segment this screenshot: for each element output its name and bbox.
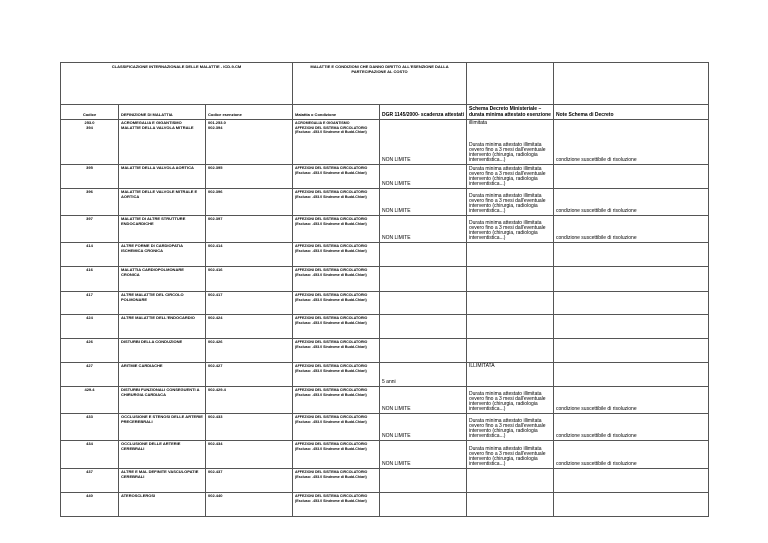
cell-codice-esenzione: 002.397 — [206, 216, 293, 243]
cell-dgr: NON LIMITE — [380, 120, 467, 165]
cell-codice-esenzione: 001.253.0 002.394 — [206, 120, 293, 165]
table-row — [61, 414, 709, 441]
cell-codice-esenzione: 002.440 — [206, 493, 293, 517]
title-empty-2 — [554, 63, 709, 105]
cell-codice: 434 — [61, 441, 119, 469]
cell-schema — [467, 165, 554, 189]
cell-note: condizione suscettibile di risoluzione — [554, 387, 709, 414]
cell-definizione: OCCLUSIONE E STENOSI DELLE ARTERIE PRECEREBRALI — [119, 414, 206, 441]
cell-codice: 253.0 394 — [61, 120, 119, 165]
cell-note — [554, 243, 709, 267]
cell-codice: 417 — [61, 292, 119, 315]
cell-codice: 397 — [61, 216, 119, 243]
table-row — [61, 493, 709, 517]
cell-schema — [467, 267, 554, 292]
cell-dgr: NON LIMITE — [380, 216, 467, 243]
cell-definizione: ALTRE E MAL DEFINITE VASCULOPATIE CEREBRALI — [119, 469, 206, 493]
cell-note — [554, 339, 709, 363]
cell-codice-esenzione: 002.395 — [206, 165, 293, 189]
schema-duration-text: Durata minima attestato illimitata ovvero fino a 3 mesi dall'eventuale intervento (chirurgia, radiologia interventistica...) — [469, 193, 546, 214]
cell-definizione: MALATTIE DELLE VALVOLE MITRALE E AORTICA — [119, 189, 206, 216]
cell-codice: 414 — [61, 243, 119, 267]
cell-codice: 416 — [61, 267, 119, 292]
cell-malattia: AFFEZIONI DEL SISTEMA CIRCOLATORIO (Escluso: .453.0 Sindrome di Budd-Chiari) — [293, 339, 380, 363]
cell-codice-esenzione: 002.433 — [206, 414, 293, 441]
cell-codice-esenzione: 002.426 — [206, 339, 293, 363]
cell-codice-esenzione: 002.427 — [206, 363, 293, 387]
cell-dgr — [380, 315, 467, 339]
cell-dgr: NON LIMITE — [380, 414, 467, 441]
table-row — [61, 120, 709, 165]
cell-schema — [467, 441, 554, 469]
col-header-definizione: DEFINIZIONE DI MALATTIA — [119, 105, 206, 120]
cell-schema — [467, 292, 554, 315]
cell-schema — [467, 339, 554, 363]
cell-malattia: AFFEZIONI DEL SISTEMA CIRCOLATORIO (Escluso: .453.0 Sindrome di Budd-Chiari) — [293, 469, 380, 493]
cell-definizione: OCCLUSIONE DELLE ARTERIE CEREBRALI — [119, 441, 206, 469]
cell-malattia: AFFEZIONI DEL SISTEMA CIRCOLATORIO (Escluso: .453.0 Sindrome di Budd-Chiari) — [293, 292, 380, 315]
cell-definizione: ARITMIE CARDIACHE — [119, 363, 206, 387]
cell-dgr — [380, 339, 467, 363]
cell-malattia: ACROMEGALIA E GIGANTISMO AFFEZIONI DEL SISTEMA CIRCOLATORIO (Escluso: .453.0 Sindrome di Budd-Chiari) — [293, 120, 380, 165]
cell-dgr: NON LIMITE — [380, 165, 467, 189]
cell-definizione: ALTRE FORME DI CARDIOPATIA ISCHEMICA CRONICA — [119, 243, 206, 267]
table-row — [61, 267, 709, 292]
cell-schema — [467, 315, 554, 339]
cell-codice: 427 — [61, 363, 119, 387]
cell-codice-esenzione: 002.396 — [206, 189, 293, 216]
cell-codice: 429.4 — [61, 387, 119, 414]
cell-definizione: MALATTIE DI ALTRE STRUTTURE ENDOCARDICHE — [119, 216, 206, 243]
cell-definizione: DISTURBI DELLA CONDUZIONE — [119, 339, 206, 363]
cell-malattia: AFFEZIONI DEL SISTEMA CIRCOLATORIO (Escluso: .453.0 Sindrome di Budd-Chiari) — [293, 387, 380, 414]
title-row — [61, 63, 709, 105]
schema-duration-text: Durata minima attestato illimitata ovvero fino a 3 mesi dall'eventuale intervento (chirurgia, radiologia interventistica...) — [469, 418, 546, 439]
cell-schema — [467, 189, 554, 216]
cell-note — [554, 267, 709, 292]
cell-malattia: AFFEZIONI DEL SISTEMA CIRCOLATORIO (Escluso: .453.0 Sindrome di Budd-Chiari) — [293, 414, 380, 441]
cell-codice: 426 — [61, 339, 119, 363]
col-header-schema: Schema Decreto Ministeriale – durata minima attestato esenzione — [467, 105, 554, 120]
cell-note: condizione suscettibile di risoluzione — [554, 216, 709, 243]
cell-schema — [467, 469, 554, 493]
table-row — [61, 292, 709, 315]
schema-duration-text: Durata minima attestato illimitata ovvero fino a 3 mesi dall'eventuale intervento (chirurgia, radiologia interventistica...) — [469, 391, 546, 412]
esenzioni-table — [60, 62, 709, 517]
cell-codice-esenzione: 002.416 — [206, 267, 293, 292]
cell-dgr: NON LIMITE — [380, 441, 467, 469]
cell-codice: 396 — [61, 189, 119, 216]
cell-schema — [467, 216, 554, 243]
cell-definizione: ACROMEGALIA E GIGANTISMO MALATTIE DELLA VALVOLA MITRALE — [119, 120, 206, 165]
cell-note — [554, 493, 709, 517]
cell-definizione: MALATTIA CARDIOPOLMONARE CRONICA — [119, 267, 206, 292]
cell-malattia: AFFEZIONI DEL SISTEMA CIRCOLATORIO (Escluso: .453.0 Sindrome di Budd-Chiari) — [293, 243, 380, 267]
cell-schema — [467, 363, 554, 387]
cell-dgr — [380, 292, 467, 315]
cell-note: condizione suscettibile di risoluzione — [554, 120, 709, 165]
cell-note: condizione suscettibile di risoluzione — [554, 414, 709, 441]
spreadsheet-page — [60, 62, 708, 517]
cell-codice-esenzione: 002.424 — [206, 315, 293, 339]
schema-duration-text: Durata minima attestato illimitata ovvero fino a 3 mesi dall'eventuale intervento (chirurgia, radiologia interventistica...) — [469, 446, 546, 467]
col-header-dgr: DGR 1145/2000- scadenza attestati — [380, 105, 467, 120]
cell-malattia: AFFEZIONI DEL SISTEMA CIRCOLATORIO (Escluso: .453.0 Sindrome di Budd-Chiari) — [293, 165, 380, 189]
cell-malattia: AFFEZIONI DEL SISTEMA CIRCOLATORIO (Escluso: .453.0 Sindrome di Budd-Chiari) — [293, 315, 380, 339]
cell-dgr: NON LIMITE — [380, 189, 467, 216]
schema-top-text: illimitata — [469, 120, 488, 126]
cell-schema — [467, 243, 554, 267]
cell-note — [554, 292, 709, 315]
title-empty-1 — [467, 63, 554, 105]
cell-note — [554, 315, 709, 339]
table-row — [61, 339, 709, 363]
cell-dgr: 5 anni — [380, 363, 467, 387]
cell-dgr: NON LIMITE — [380, 387, 467, 414]
table-row — [61, 165, 709, 189]
table-row — [61, 469, 709, 493]
cell-malattia: AFFEZIONI DEL SISTEMA CIRCOLATORIO (Escluso: .453.0 Sindrome di Budd-Chiari) — [293, 493, 380, 517]
cell-definizione: MALATTIE DELLA VALVOLA AORTICA — [119, 165, 206, 189]
schema-duration-text: Durata minima attestato illimitata ovvero fino a 3 mesi dall'eventuale intervento (chirurgia, radiologia interventistica...) — [469, 166, 546, 187]
table-row — [61, 441, 709, 469]
cell-definizione: DISTURBI FUNZIONALI CONSEGUENTI A CHIRURGIA CARDIACA — [119, 387, 206, 414]
cell-dgr — [380, 469, 467, 493]
col-header-codice: Codice — [61, 105, 119, 120]
cell-dgr — [380, 267, 467, 292]
cell-codice: 437 — [61, 469, 119, 493]
cell-malattia: AFFEZIONI DEL SISTEMA CIRCOLATORIO (Escluso: .453.0 Sindrome di Budd-Chiari) — [293, 363, 380, 387]
table-row — [61, 315, 709, 339]
cell-note — [554, 469, 709, 493]
cell-codice-esenzione: 002.417 — [206, 292, 293, 315]
cell-codice: 440 — [61, 493, 119, 517]
cell-codice: 395 — [61, 165, 119, 189]
cell-definizione: ALTRE MALATTIE DELL'ENDOCARDIO — [119, 315, 206, 339]
cell-note: condizione suscettibile di risoluzione — [554, 189, 709, 216]
cell-codice-esenzione: 002.437 — [206, 469, 293, 493]
cell-definizione: ALTRE MALATTIE DEL CIRCOLO POLMONARE — [119, 292, 206, 315]
cell-schema — [467, 493, 554, 517]
cell-malattia: AFFEZIONI DEL SISTEMA CIRCOLATORIO (Escluso: .453.0 Sindrome di Budd-Chiari) — [293, 189, 380, 216]
table-row — [61, 387, 709, 414]
cell-codice: 424 — [61, 315, 119, 339]
cell-dgr — [380, 243, 467, 267]
cell-malattia: AFFEZIONI DEL SISTEMA CIRCOLATORIO (Escluso: .453.0 Sindrome di Budd-Chiari) — [293, 441, 380, 469]
col-header-malattia: Malattia o Condizione — [293, 105, 380, 120]
col-header-codice-esenzione: Codice esenzione — [206, 105, 293, 120]
table-row — [61, 216, 709, 243]
cell-schema — [467, 414, 554, 441]
cell-malattia: AFFEZIONI DEL SISTEMA CIRCOLATORIO (Escluso: .453.0 Sindrome di Budd-Chiari) — [293, 267, 380, 292]
cell-note — [554, 363, 709, 387]
cell-malattia: AFFEZIONI DEL SISTEMA CIRCOLATORIO (Escluso: .453.0 Sindrome di Budd-Chiari) — [293, 216, 380, 243]
cell-codice: 433 — [61, 414, 119, 441]
table-row — [61, 189, 709, 216]
cell-schema — [467, 120, 554, 165]
schema-top-text: ILLIMITATA — [469, 363, 495, 369]
cell-codice-esenzione: 002.434 — [206, 441, 293, 469]
cell-codice-esenzione: 002.429.4 — [206, 387, 293, 414]
cell-definizione: ATEROSCLEROSI — [119, 493, 206, 517]
col-header-note: Note Schema di Decreto — [554, 105, 709, 120]
cell-note — [554, 165, 709, 189]
title-right: MALATTIE E CONDIZIONI CHE DANNO DIRITTO ALL'ESENZIONE DALLA PARTECIPAZIONE AL COSTO — [293, 63, 467, 105]
cell-dgr — [380, 493, 467, 517]
cell-schema — [467, 387, 554, 414]
column-header-row — [61, 105, 709, 120]
cell-codice-esenzione: 002.414 — [206, 243, 293, 267]
table-row — [61, 243, 709, 267]
cell-note: condizione suscettibile di risoluzione — [554, 441, 709, 469]
title-left: CLASSIFICAZIONE INTERNAZIONALE DELLE MALATTIE - ICD-9-CM — [61, 63, 293, 105]
schema-duration-text: Durata minima attestato illimitata ovvero fino a 3 mesi dall'eventuale intervento (chirurgia, radiologia interventistica...) — [469, 142, 546, 163]
table-row — [61, 363, 709, 387]
schema-duration-text: Durata minima attestato illimitata ovvero fino a 3 mesi dall'eventuale intervento (chirurgia, radiologia interventistica...) — [469, 220, 546, 241]
